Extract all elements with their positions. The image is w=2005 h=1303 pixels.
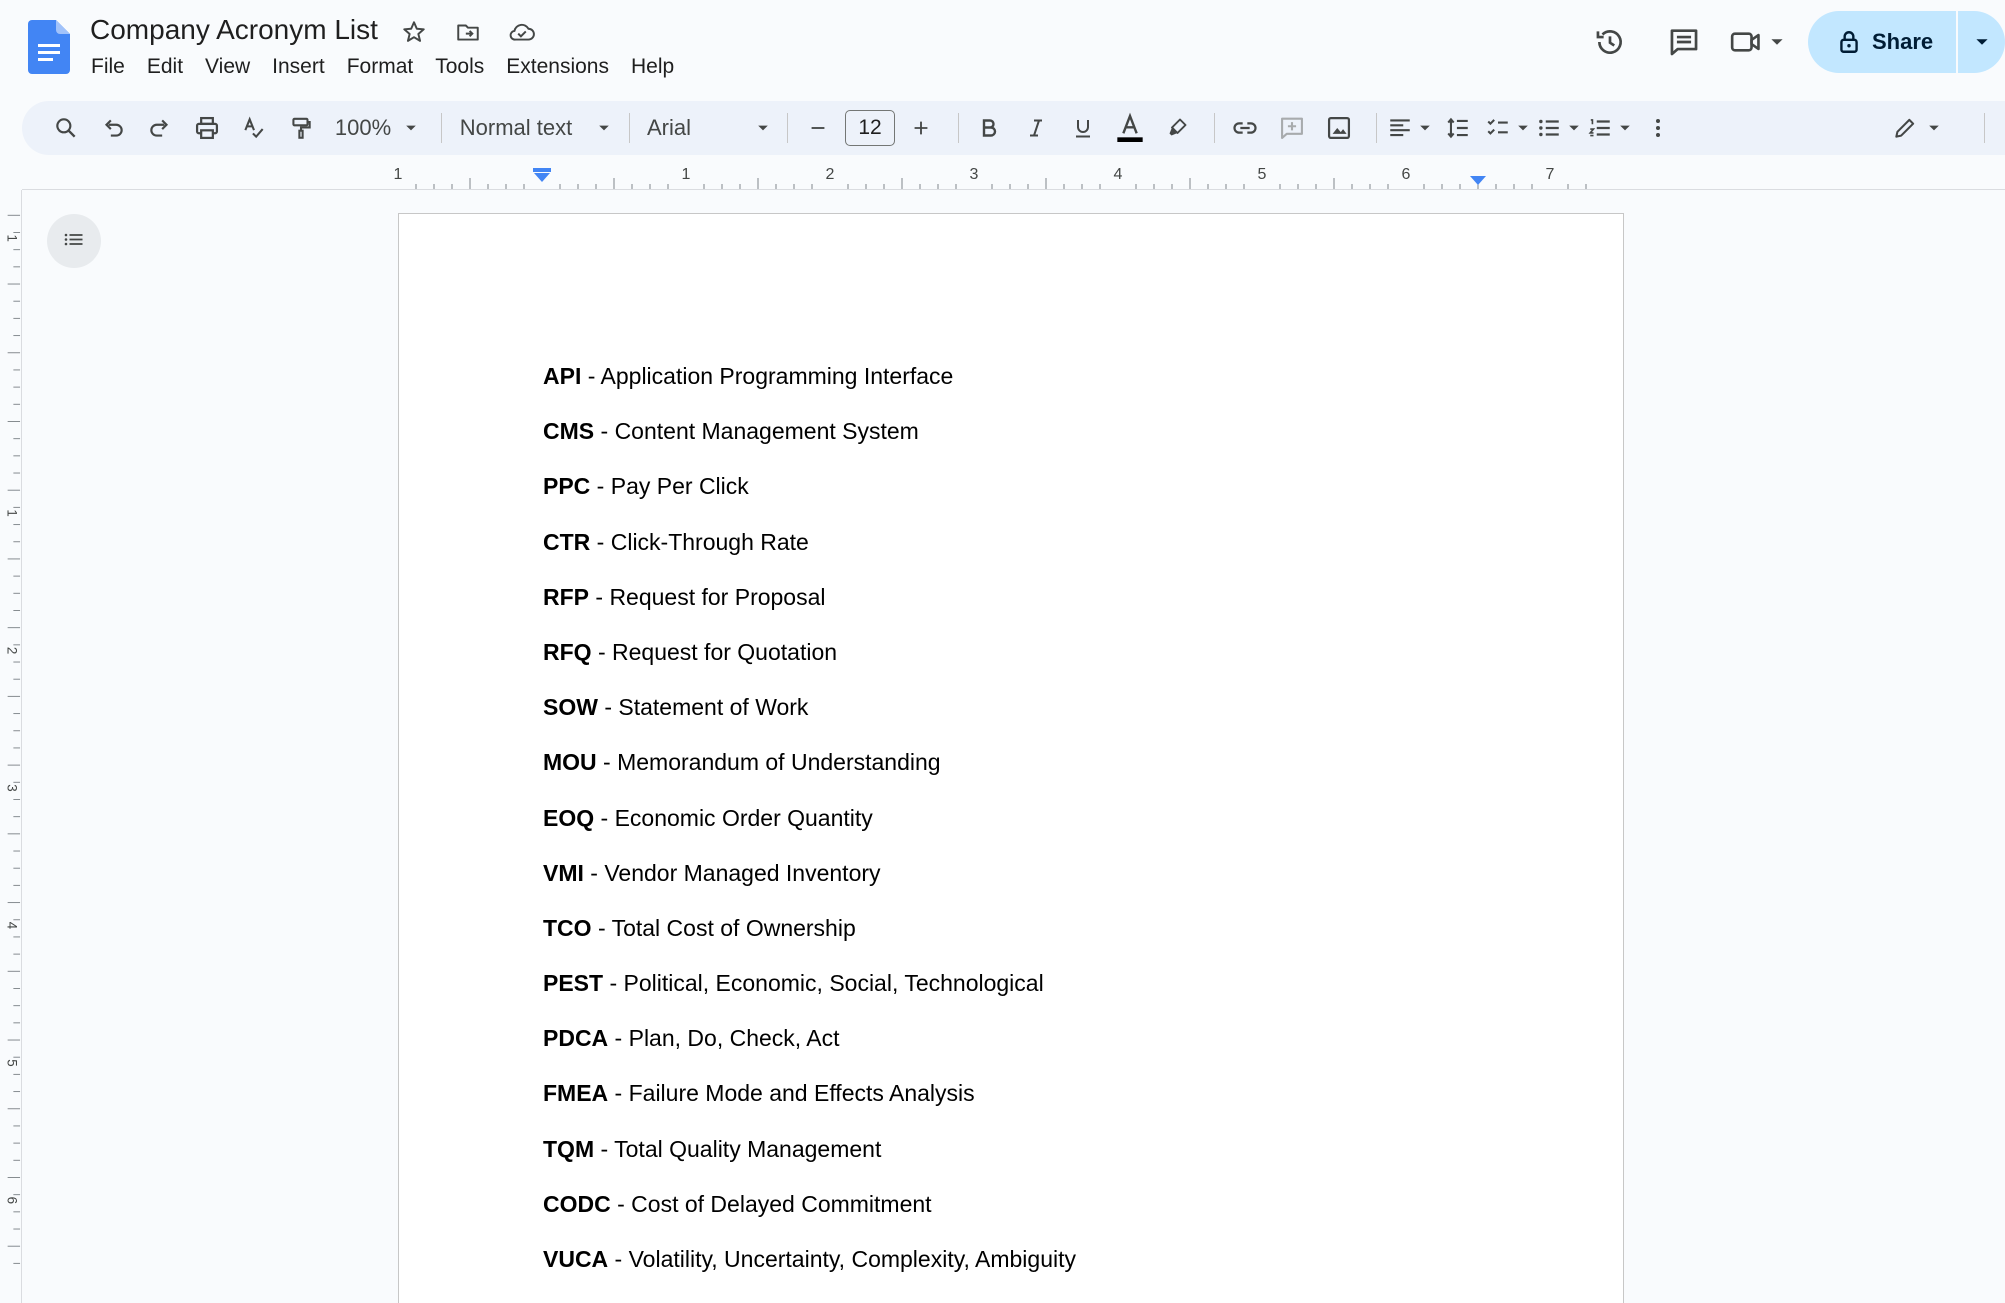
vertical-ruler[interactable] <box>0 190 22 1303</box>
underline-button[interactable] <box>1063 108 1103 148</box>
image-icon <box>1325 114 1353 142</box>
chevron-down-icon <box>1619 122 1631 134</box>
font-size-input[interactable]: 12 <box>845 110 895 146</box>
acronym-meaning: - Volatility, Uncertainty, Complexity, Ambiguity <box>608 1246 1076 1272</box>
document-page[interactable] <box>398 213 1624 1303</box>
pencil-icon <box>1892 115 1918 141</box>
acronym: PPC <box>543 473 591 500</box>
bold-icon <box>977 116 1001 140</box>
ruler-label: 6 <box>1401 166 1411 183</box>
bulleted-list-button[interactable] <box>1536 108 1580 148</box>
share-button-group <box>1808 11 2005 73</box>
acronym: RFP <box>543 583 589 610</box>
more-options-button[interactable] <box>1638 108 1678 148</box>
menu-insert[interactable]: Insert <box>272 55 325 78</box>
acronym-entry[interactable] <box>543 1079 1076 1134</box>
line-spacing-button[interactable] <box>1438 108 1478 148</box>
paragraph-style-select[interactable] <box>452 108 612 148</box>
checklist-icon <box>1485 115 1511 141</box>
acronym-meaning: - Application Programming Interface <box>581 363 954 389</box>
toolbar-divider <box>629 113 630 143</box>
toolbar-divider <box>1984 113 1985 143</box>
highlight-color-button[interactable] <box>1157 108 1197 148</box>
ruler-label: 7 <box>1545 166 1555 183</box>
acronym-entry[interactable] <box>543 472 1076 527</box>
comment-icon <box>1667 25 1701 59</box>
increase-font-size-button[interactable] <box>901 108 941 148</box>
search-icon <box>53 115 79 141</box>
formatting-toolbar <box>22 101 2005 155</box>
menu-tools[interactable]: Tools <box>435 55 485 78</box>
ruler-label: 2 <box>825 166 835 183</box>
acronym-meaning: - Pay Per Click <box>590 473 749 500</box>
acronym-entry[interactable] <box>543 583 1076 638</box>
decrease-font-size-button[interactable] <box>798 108 838 148</box>
move-folder-icon[interactable] <box>452 16 484 48</box>
share-button[interactable] <box>1808 11 1958 73</box>
acronym-meaning: - Vendor Managed Inventory <box>583 859 881 886</box>
ruler-label: 3 <box>969 166 979 183</box>
acronym-meaning: - Content Management System <box>594 418 919 445</box>
acronym: CMS <box>543 418 595 445</box>
toolbar-divider <box>1214 113 1215 143</box>
acronym: RFQ <box>543 638 592 665</box>
menu-help[interactable]: Help <box>630 55 675 78</box>
acronym-entry[interactable] <box>543 804 1076 859</box>
toolbar-divider <box>1376 113 1377 143</box>
print-icon <box>193 114 221 142</box>
acronym: CODC <box>543 1190 611 1217</box>
acronym: CTR <box>543 528 591 555</box>
ruler-label: 1 <box>4 234 20 242</box>
acronym-entry[interactable] <box>543 693 1076 748</box>
acronym-meaning: - Memorandum of Understanding <box>596 749 941 776</box>
numbered-list-button[interactable] <box>1587 108 1631 148</box>
highlighter-icon <box>1165 116 1189 140</box>
paragraph-style-value: Normal text <box>459 115 573 140</box>
minus-icon <box>807 117 829 139</box>
chevron-down-icon <box>1770 35 1784 49</box>
chevron-down-icon <box>1975 35 1989 49</box>
numbered-list-icon <box>1587 115 1613 141</box>
ruler-label: 4 <box>4 921 20 930</box>
menu-format[interactable]: Format <box>346 55 414 78</box>
font-value: Arial <box>646 115 691 140</box>
toolbar-divider <box>958 113 959 143</box>
ruler-label: 5 <box>4 1059 20 1067</box>
comments-button[interactable] <box>1654 12 1714 72</box>
insert-link-button[interactable] <box>1225 108 1265 148</box>
acronym-entry[interactable] <box>543 362 1076 417</box>
document-body[interactable] <box>543 362 1076 1300</box>
acronym: FMEA <box>543 1080 609 1107</box>
acronym-meaning: - Request for Quotation <box>591 638 838 665</box>
history-icon <box>1593 25 1627 59</box>
search-menus-button[interactable] <box>46 108 86 148</box>
acronym-entry[interactable] <box>543 914 1076 969</box>
title-bar <box>0 0 2005 92</box>
acronym-entry[interactable] <box>543 969 1076 1024</box>
underline-icon <box>1071 116 1095 140</box>
acronym: EOQ <box>543 804 595 831</box>
acronym-entry[interactable] <box>543 528 1076 583</box>
acronym-meaning: - Request for Proposal <box>589 583 826 610</box>
menu-file[interactable]: File <box>91 55 125 78</box>
ruler-label: 6 <box>4 1196 20 1205</box>
zoom-select[interactable] <box>328 108 424 148</box>
ruler-label: 1 <box>393 166 403 183</box>
menu-bar <box>80 52 685 82</box>
acronym: TCO <box>543 914 592 941</box>
checklist-button[interactable] <box>1485 108 1529 148</box>
star-icon[interactable] <box>398 16 430 48</box>
font-select[interactable] <box>640 108 770 148</box>
paint-format-button[interactable] <box>281 108 321 148</box>
document-outline-button[interactable] <box>47 214 101 268</box>
ruler-label: 1 <box>4 509 20 517</box>
acronym: VMI <box>543 859 584 886</box>
add-comment-icon <box>1278 114 1306 142</box>
acronym: PEST <box>543 970 604 997</box>
add-comment-button[interactable] <box>1272 108 1312 148</box>
outline-list-icon <box>62 229 86 253</box>
acronym-entry[interactable] <box>543 1024 1076 1079</box>
editing-mode-button[interactable] <box>1892 108 1940 148</box>
acronym-entry[interactable] <box>543 638 1076 693</box>
toolbar-divider <box>441 113 442 143</box>
menu-view[interactable]: View <box>205 55 251 78</box>
meet-button[interactable] <box>1728 25 1784 59</box>
acronym: API <box>543 363 582 389</box>
ruler-label: 3 <box>4 784 20 792</box>
acronym-entry[interactable] <box>543 1190 1076 1245</box>
acronym: PDCA <box>543 1025 609 1052</box>
print-button[interactable] <box>187 108 227 148</box>
cloud-saved-icon[interactable] <box>506 16 538 48</box>
ruler-label: 1 <box>681 166 691 183</box>
docs-logo-icon[interactable] <box>28 20 70 74</box>
redo-icon <box>147 115 173 141</box>
italic-icon <box>1024 116 1048 140</box>
acronym: SOW <box>543 694 598 721</box>
chevron-down-icon <box>1568 122 1580 134</box>
acronym-meaning: - Total Cost of Ownership <box>591 914 856 941</box>
menu-extensions[interactable]: Extensions <box>506 55 609 78</box>
link-icon <box>1231 114 1259 142</box>
spelling-check-button[interactable] <box>234 108 274 148</box>
acronym-meaning: - Total Quality Management <box>594 1135 882 1162</box>
redo-button[interactable] <box>140 108 180 148</box>
line-spacing-icon <box>1445 115 1471 141</box>
version-history-button[interactable] <box>1580 12 1640 72</box>
share-label: Share <box>1872 29 1934 54</box>
chevron-down-icon <box>1928 122 1940 134</box>
acronym-meaning: - Failure Mode and Effects Analysis <box>608 1080 975 1107</box>
text-color-button[interactable] <box>1110 108 1150 148</box>
zoom-value: 100% <box>334 115 392 140</box>
italic-button[interactable] <box>1016 108 1056 148</box>
acronym-meaning: - Economic Order Quantity <box>594 804 873 831</box>
chevron-down-icon <box>405 122 417 134</box>
spellcheck-icon <box>241 115 267 141</box>
chevron-down-icon <box>1517 122 1529 134</box>
horizontal-ruler[interactable] <box>0 160 2005 190</box>
ruler-label: 4 <box>1113 166 1123 183</box>
acronym-entry[interactable] <box>543 1245 1076 1300</box>
acronym-entry[interactable] <box>543 417 1076 472</box>
plus-icon <box>910 117 932 139</box>
bulleted-list-icon <box>1536 115 1562 141</box>
acronym-entry[interactable] <box>543 859 1076 914</box>
ruler-label: 5 <box>1257 166 1267 183</box>
share-dropdown-button[interactable] <box>1958 11 2005 73</box>
acronym-entry[interactable] <box>543 748 1076 803</box>
undo-icon <box>100 115 126 141</box>
acronym: MOU <box>543 749 597 776</box>
bold-button[interactable] <box>969 108 1009 148</box>
acronym-meaning: - Statement of Work <box>597 694 809 721</box>
video-camera-icon <box>1728 25 1764 59</box>
paint-format-icon <box>288 115 314 141</box>
document-title[interactable]: Company Acronym List <box>90 14 378 45</box>
acronym: TQM <box>543 1135 595 1162</box>
undo-button[interactable] <box>93 108 133 148</box>
acronym-meaning: - Click-Through Rate <box>590 528 809 555</box>
insert-image-button[interactable] <box>1319 108 1359 148</box>
align-left-icon <box>1387 115 1413 141</box>
ruler-label: 2 <box>4 646 20 655</box>
lock-icon <box>1838 29 1860 55</box>
text-color-icon <box>1114 112 1146 144</box>
chevron-down-icon <box>757 122 769 134</box>
align-button[interactable] <box>1387 108 1431 148</box>
chevron-down-icon <box>1419 122 1431 134</box>
acronym-meaning: - Cost of Delayed Commitment <box>610 1190 932 1217</box>
acronym-meaning: - Plan, Do, Check, Act <box>608 1025 840 1052</box>
acronym-meaning: - Political, Economic, Social, Technological <box>603 970 1044 997</box>
more-vertical-icon <box>1646 116 1670 140</box>
acronym-entry[interactable] <box>543 1135 1076 1190</box>
chevron-down-icon <box>598 122 610 134</box>
toolbar-divider <box>787 113 788 143</box>
menu-edit[interactable]: Edit <box>146 55 184 78</box>
acronym: VUCA <box>543 1246 609 1272</box>
